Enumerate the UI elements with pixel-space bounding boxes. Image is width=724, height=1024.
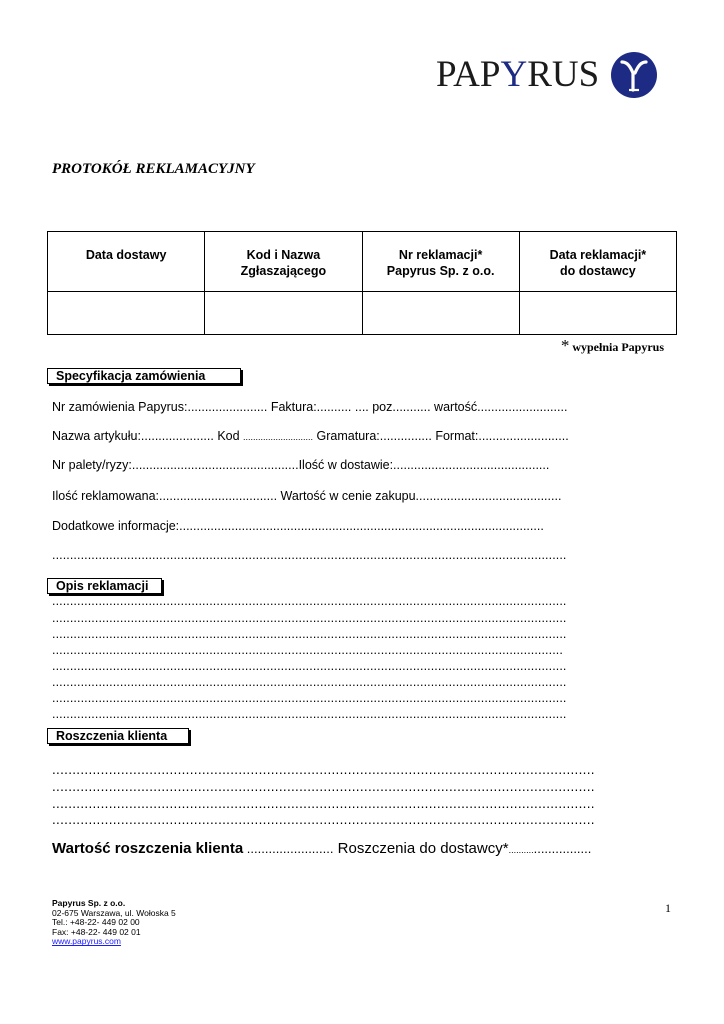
table-header-row bbox=[48, 232, 677, 292]
logo-text-part2: RUS bbox=[527, 54, 600, 95]
opis-line[interactable]: ............................................................................................................................................... bbox=[52, 643, 563, 657]
logo-text-part1: PAP bbox=[436, 54, 501, 95]
opis-line[interactable]: ................................................................................................................................................ bbox=[52, 659, 567, 673]
dotted-line[interactable]: ................................................................................................................................................ bbox=[52, 548, 567, 562]
page-number: 1 bbox=[665, 901, 671, 915]
papyrus-y-logo-icon bbox=[610, 51, 658, 99]
table-cell-empty[interactable] bbox=[519, 292, 676, 335]
field-nr-palety[interactable]: Nr palety/ryzy:................................................Ilość w dostawie:............................................. bbox=[52, 458, 550, 472]
footer-street: 02-675 Warszawa, ul. Wołoska 5 bbox=[52, 907, 176, 918]
section-label-opis-reklamacji: Opis reklamacji bbox=[47, 578, 162, 594]
logo-text-y: Y bbox=[500, 54, 528, 95]
table-cell-empty[interactable] bbox=[205, 292, 362, 335]
opis-line[interactable]: ................................................................................................................................................ bbox=[52, 594, 567, 608]
wartosc-roszczenia-label: Wartość roszczenia klienta bbox=[52, 840, 244, 857]
table-row bbox=[48, 292, 677, 335]
roszczenia-line[interactable]: ...................................................................................................................................... bbox=[52, 812, 595, 827]
footer-website-link[interactable]: www.papyrus.com bbox=[52, 936, 121, 947]
roszczenia-dostawcy-label: Roszczenia do dostawcy* bbox=[333, 840, 509, 857]
table-cell-empty[interactable] bbox=[48, 292, 205, 335]
opis-line[interactable]: ................................................................................................................................................ bbox=[52, 691, 567, 705]
field-dodatkowe-informacje[interactable]: Dodatkowe informacje:......................................................................................................... bbox=[52, 519, 544, 533]
footer-address bbox=[52, 899, 176, 947]
header-cell-nr-reklamacji: Nr reklamacji* Papyrus Sp. z o.o. bbox=[362, 232, 519, 292]
footer-tel: Tel.: +48-22- 449 02 00 bbox=[52, 917, 140, 928]
section-label-specyfikacja: Specyfikacja zamówienia bbox=[47, 368, 241, 384]
header-cell-kod-nazwa: Kod i Nazwa Zgłaszającego bbox=[205, 232, 362, 292]
header-cell-data-dostawy: Data dostawy bbox=[48, 232, 205, 292]
roszczenia-line[interactable]: ...................................................................................................................................... bbox=[52, 762, 595, 777]
field-nr-zamowienia[interactable]: Nr zamówienia Papyrus:....................... Faktura:.......... .... poz........... wartość.......................... bbox=[52, 400, 568, 414]
opis-line[interactable]: ................................................................................................................................................ bbox=[52, 707, 567, 721]
field-ilosc-reklamowana[interactable]: Ilość reklamowana:.................................. Wartość w cenie zakupu.......................................... bbox=[52, 489, 562, 503]
roszczenia-line[interactable]: ...................................................................................................................................... bbox=[52, 796, 595, 811]
field-nazwa-artykulu[interactable]: Nazwa artykułu:..................... Kod ............................ Gramatura:............... Format:.......................... bbox=[52, 429, 569, 443]
footer-fax: Fax: +48-22- 449 02 01 bbox=[52, 926, 141, 937]
document-title: PROTOKÓŁ REKLAMACYJNY bbox=[52, 161, 255, 177]
opis-line[interactable]: ................................................................................................................................................ bbox=[52, 611, 567, 625]
footer-company: Papyrus Sp. z o.o. bbox=[52, 898, 126, 908]
section-label-roszczenia-klienta: Roszczenia klienta bbox=[47, 728, 189, 744]
table-cell-empty[interactable] bbox=[362, 292, 519, 335]
papyrus-fill-note: * wypełnia Papyrus bbox=[560, 336, 664, 355]
roszczenia-line[interactable]: ...................................................................................................................................... bbox=[52, 779, 595, 794]
wartosc-roszczenia-row[interactable]: Wartość roszczenia klienta ........................ Roszczenia do dostawcy*.......................... bbox=[52, 840, 592, 857]
opis-line[interactable]: ................................................................................................................................................ bbox=[52, 627, 567, 641]
header-cell-data-reklamacji: Data reklamacji* do dostawcy bbox=[519, 232, 676, 292]
logo-wordmark bbox=[436, 55, 599, 95]
opis-line[interactable]: ................................................................................................................................................ bbox=[52, 675, 567, 689]
delivery-table bbox=[47, 231, 677, 335]
